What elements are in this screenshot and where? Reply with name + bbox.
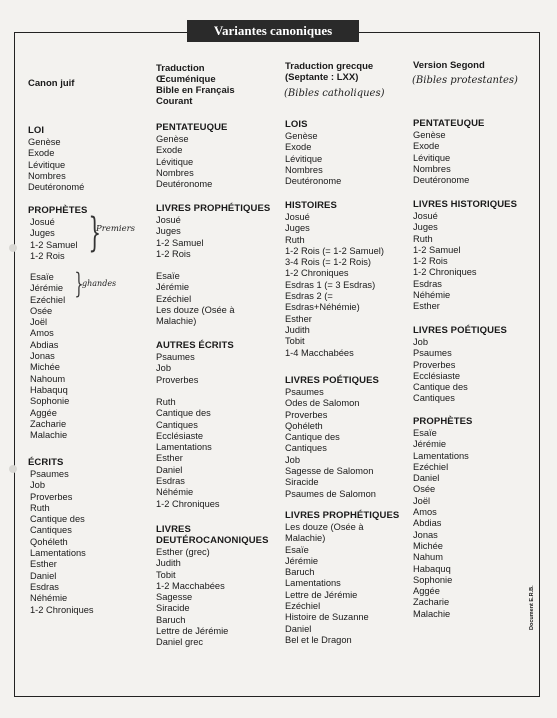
col4-list-prophetes: Esaïe Jérémie Lamentations Ezéchiel Daniel Osée Joël Amos Abdias Jonas Michée Nahum Habaquq Sophonie Aggée Zacharie Malachie — [413, 428, 469, 619]
document-title: Variantes canoniques — [187, 20, 359, 42]
col2-sec-autres-ecrits: AUTRES ÉCRITS — [156, 340, 234, 351]
col3-sec-prophetiques: LIVRES PROPHÉTIQUES — [285, 510, 400, 521]
col1-header: Canon juif — [28, 78, 75, 89]
col2-sec-pentateuque: PENTATEUQUE — [156, 122, 228, 133]
col3-sec-poetiques: LIVRES POÉTIQUES — [285, 375, 379, 386]
col2-list-pentateuque: Genèse Exode Lévitique Nombres Deutéronome — [156, 134, 213, 190]
col2-list-prophetiques-2: Esaïe Jérémie Ezéchiel Les douze (Osée à Malachie) — [156, 271, 235, 327]
col2-list-deuterocanoniques: Esther (grec) Judith Tobit 1-2 Macchabées Sagesse Siracide Baruch Lettre de Jérémie Daniel grec — [156, 547, 229, 648]
col2-list-prophetiques: Josué Juges 1-2 Samuel 1-2 Rois — [156, 215, 204, 259]
col4-list-pentateuque: Genèse Exode Lévitique Nombres Deutéronome — [413, 130, 470, 186]
col3-list-poetiques: Psaumes Odes de Salomon Proverbes Qohéleth Cantique des Cantiques Job Sagesse de Salomon Siracide Psaumes de Salomon — [285, 387, 376, 499]
brace-mark: } — [74, 267, 84, 300]
document-source-note: Document E.R.B. — [529, 585, 535, 630]
col3-sec-histoires: HISTOIRES — [285, 200, 337, 211]
col3-header: Traduction grecque (Septante : LXX) — [285, 61, 374, 83]
col4-sec-pentateuque: PENTATEUQUE — [413, 118, 485, 129]
col4-sec-prophetes: PROPHÈTES — [413, 416, 473, 427]
col2-header: Traduction Œcuménique Bible en Français Courant — [156, 63, 235, 107]
col3-handwritten-note: (Bibles catholiques) — [284, 88, 385, 99]
col4-list-historiques: Josué Juges Ruth 1-2 Samuel 1-2 Rois 1-2 Chroniques Esdras Néhémie Esther — [413, 211, 477, 312]
col2-sec-prophetiques: LIVRES PROPHÉTIQUES — [156, 203, 271, 214]
annotation-grandes: ghandes — [82, 279, 117, 288]
col1-list-ecrits: Psaumes Job Proverbes Ruth Cantique des Cantiques Qohéleth Lamentations Esther Daniel Esdras Néhémie 1-2 Chroniques — [30, 469, 94, 615]
col2-sec-deuterocanoniques: LIVRES DEUTÉROCANONIQUES — [156, 524, 269, 546]
col4-handwritten-note: (Bibles protestantes) — [412, 75, 518, 86]
col3-sec-lois: LOIS — [285, 119, 308, 130]
col2-list-autres-ecrits: Psaumes Job Proverbes — [156, 352, 199, 385]
col4-sec-historiques: LIVRES HISTORIQUES — [413, 199, 518, 210]
col2-list-autres-ecrits-2: Ruth Cantique des Cantiques Ecclésiaste Lamentations Esther Daniel Esdras Néhémie 1-2 Chroniques — [156, 397, 220, 509]
col4-list-poetiques: Job Psaumes Proverbes Ecclésiaste Cantique des Cantiques — [413, 337, 468, 404]
col3-list-histoires: Josué Juges Ruth 1-2 Rois (= 1-2 Samuel) 3-4 Rois (= 1-2 Rois) 1-2 Chroniques Esdras 1 (= 3 Esdras) Esdras 2 (= Esdras+Néhémie) Esther Judith Tobit 1-4 Macchabées — [285, 212, 384, 358]
col1-sec-prophetes: PROPHÈTES — [28, 205, 88, 216]
brace-mark: } — [88, 210, 102, 256]
col1-list-prophetes: Josué Juges 1-2 Samuel 1-2 Rois — [30, 217, 78, 261]
col1-list-prophetes-2: Esaïe Jérémie Ezéchiel Osée Joël Amos Abdias Jonas Michée Nahoum Habaquq Sophonie Aggée Zacharie Malachie — [30, 272, 70, 441]
col3-list-prophetiques: Les douze (Osée à Malachie) Esaïe Jérémie Baruch Lamentations Lettre de Jérémie Ezéchiel Histoire de Suzanne Daniel Bel et le Dragon — [285, 522, 369, 645]
punch-hole — [9, 465, 17, 473]
col4-sec-poetiques: LIVRES POÉTIQUES — [413, 325, 507, 336]
col1-list-loi: Genèse Exode Lévitique Nombres Deutéronomé — [28, 137, 85, 193]
col1-sec-loi: LOI — [28, 125, 45, 136]
col3-list-lois: Genèse Exode Lévitique Nombres Deutéronome — [285, 131, 342, 187]
punch-hole — [9, 244, 17, 252]
col1-sec-ecrits: ÉCRITS — [28, 457, 64, 468]
annotation-premiers: Premiers — [96, 224, 136, 234]
col4-header: Version Segond — [413, 60, 485, 71]
